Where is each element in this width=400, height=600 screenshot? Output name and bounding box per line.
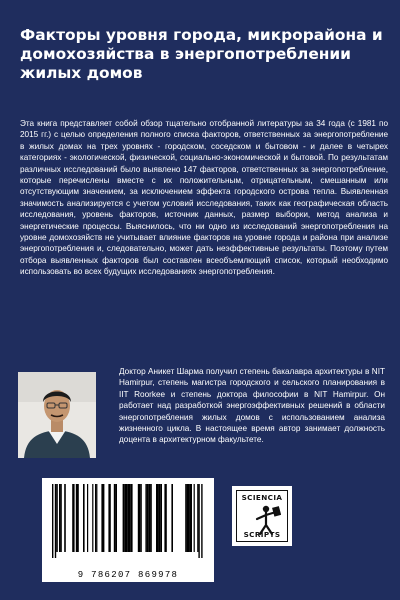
author-biography: Доктор Аникет Шарма получил степень бакалавра архитектуры в NIT Hamirpur, степень магистра городского и сельского планирования в IIT Roorkee и степень доктора философии в NIT Hamirpur. Он работает над разработкой энергоэффективных решений в области энергопотребления жилых домов с использованием анализа жизненного цикла. В настоящее время автор занимает должность доцента в архитектурном факультете.: [119, 367, 385, 445]
isbn-barcode: [42, 478, 214, 582]
publisher-logo-bottom-text: SCRIPTS: [243, 530, 281, 539]
publisher-logo-top-text: SCIENCIA: [241, 493, 283, 502]
publisher-logo: [232, 486, 292, 546]
isbn-number: 9 786207 869978: [77, 570, 179, 580]
book-abstract: Эта книга представляет собой обзор тщательно отобранной литературы за 34 года (с 1981 по 2015 гг.) с целью определения полного списка факторов, ответственных за энергопотребление в жилых домах на трех уровнях - городском, соседском и бытовом - и далее в четырех категориях - экологической, физической, социально-экономической и бытовой. По результатам различных исследований было выявлено 147 факторов, ответственных за энергопотребление, которые перечислены вместе с их положительным, отрицательным, смешанным или отсутствующим значением, за исключением эффекта городского острова тепла. Выявленная значимость анализируется с учетом условий исследования, таких как географическая область исследования, уровень факторов, источник данных, размер выборки, метод анализа и энергетические процессы. Выяснилось, что ни одно из исследований энергопотребления на уровне домохозяйств не учитывает влияние факторов на уровне города и района при анализе энергопотребления и, следовательно, может дать неэффективные результаты. Поэтому путем отбора выявленных факторов был составлен всеобъемлющий список, который необходимо использовать во всех будущих исследованиях энергопотребления.: [20, 119, 388, 277]
book-title: Факторы уровня города, микрорайона и домохозяйства в энергопотреблении жилых домов: [20, 26, 383, 82]
author-portrait-icon: [18, 372, 96, 458]
